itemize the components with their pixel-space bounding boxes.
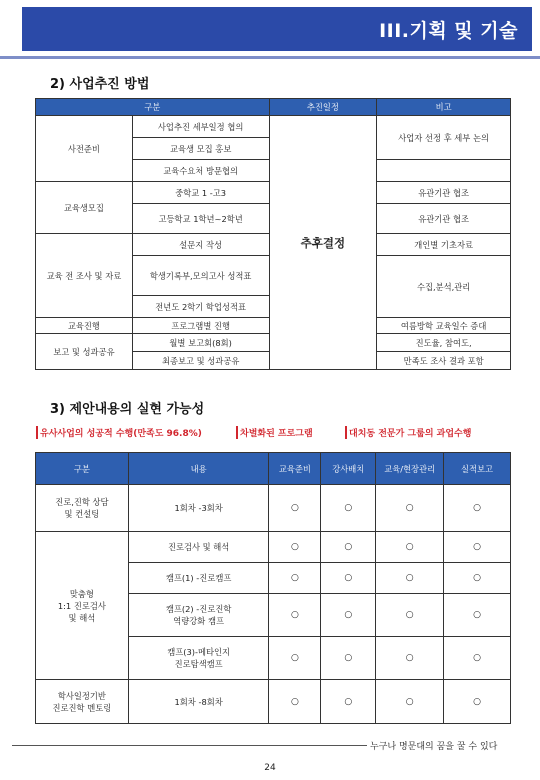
- table-row: [36, 532, 511, 563]
- check-mark: ○: [321, 485, 376, 532]
- item: 사업추진 세부일정 협의: [132, 116, 269, 138]
- check-mark: ○: [269, 594, 321, 637]
- row-content: 캠프(3)-메타인지 진로탐색캠프: [128, 637, 269, 680]
- note: 사업자 선정 후 세부 논의: [377, 116, 511, 160]
- header-category: 구분: [36, 99, 270, 116]
- table-header-row: [36, 99, 511, 116]
- check-mark: ○: [376, 485, 444, 532]
- header-content: 내용: [128, 453, 269, 485]
- note: 유관기관 협조: [377, 182, 511, 204]
- item: 교육수요처 방문협의: [132, 160, 269, 182]
- check-mark: ○: [376, 563, 444, 594]
- note: 진도율, 참여도,: [377, 334, 511, 352]
- check-mark: ○: [444, 485, 511, 532]
- group-name: 사전준비: [36, 116, 133, 182]
- check-mark: ○: [376, 637, 444, 680]
- check-mark: ○: [444, 532, 511, 563]
- note: 수집,분석,관리: [377, 256, 511, 318]
- header-prep: 교육준비: [269, 453, 321, 485]
- row-content: 1회차 -3회차: [128, 485, 269, 532]
- header-schedule: 추진일정: [269, 99, 377, 116]
- item: 학생기록부,모의고사 성적표: [132, 256, 269, 296]
- footer-slogan: 누구나 명문대의 꿈을 꿀 수 있다: [370, 742, 498, 752]
- item: 중학교 1 -고3: [132, 182, 269, 204]
- table-row: [36, 680, 511, 724]
- schedule-value: 추후결정: [269, 116, 377, 370]
- check-mark: ○: [444, 637, 511, 680]
- header-note: 비고: [377, 99, 511, 116]
- header-bar: [0, 0, 540, 62]
- page-number: 24: [264, 763, 276, 773]
- check-mark: ○: [321, 594, 376, 637]
- note: 개인별 기초자료: [377, 234, 511, 256]
- header-report: 실적보고: [444, 453, 511, 485]
- check-mark: ○: [269, 485, 321, 532]
- highlight-tag: 유사사업의 성공적 수행(만족도 96.8%): [36, 426, 202, 439]
- section1-title: 2) 사업추진 방법: [50, 77, 150, 92]
- check-mark: ○: [376, 680, 444, 724]
- check-mark: ○: [321, 532, 376, 563]
- item: 최종보고 및 성과공유: [132, 352, 269, 370]
- check-mark: ○: [269, 532, 321, 563]
- check-mark: ○: [321, 680, 376, 724]
- item: 프로그램별 진행: [132, 318, 269, 334]
- promotion-method-table: [35, 98, 511, 370]
- footer-divider: [12, 745, 367, 746]
- header-management: 교육/현장관리: [376, 453, 444, 485]
- check-mark: ○: [444, 680, 511, 724]
- highlight-tags: [36, 424, 516, 444]
- row-category: 학사일정기반 진로진학 멘토링: [36, 680, 129, 724]
- row-content: 캠프(2) -진로진학 역량강화 캠프: [128, 594, 269, 637]
- row-content: 1회차 -8회차: [128, 680, 269, 724]
- check-mark: ○: [321, 637, 376, 680]
- check-mark: ○: [376, 532, 444, 563]
- table-row: [36, 116, 511, 138]
- item: 전년도 2학기 학업성적표: [132, 296, 269, 318]
- header-underline: [0, 56, 540, 59]
- check-mark: ○: [376, 594, 444, 637]
- item: 월별 보고회(8회): [132, 334, 269, 352]
- check-mark: ○: [269, 680, 321, 724]
- note: 만족도 조사 결과 포함: [377, 352, 511, 370]
- item: 설문지 작성: [132, 234, 269, 256]
- table-header-row: [36, 453, 511, 485]
- group-name: 보고 및 성과공유: [36, 334, 133, 370]
- note: 여름방학 교육일수 증대: [377, 318, 511, 334]
- check-mark: ○: [321, 563, 376, 594]
- header-category: 구분: [36, 453, 129, 485]
- item: 교육생 모집 홍보: [132, 138, 269, 160]
- row-content: 진로검사 및 해석: [128, 532, 269, 563]
- table-row: [36, 485, 511, 532]
- row-category: 맞춤형 1:1 진로검사 및 해석: [36, 532, 129, 680]
- check-mark: ○: [269, 637, 321, 680]
- highlight-tag: 대치동 전문가 그룹의 과업수행: [345, 426, 471, 439]
- note: [377, 160, 511, 182]
- group-name: 교육생모집: [36, 182, 133, 234]
- note: 유관기관 협조: [377, 204, 511, 234]
- header-instructor: 강사배치: [321, 453, 376, 485]
- feasibility-table: [35, 452, 511, 724]
- section2-title: 3) 제안내용의 실현 가능성: [50, 402, 205, 417]
- check-mark: ○: [444, 563, 511, 594]
- group-name: 교육진행: [36, 318, 133, 334]
- row-category: 진로,진학 상담 및 컨설팅: [36, 485, 129, 532]
- check-mark: ○: [444, 594, 511, 637]
- check-mark: ○: [269, 563, 321, 594]
- highlight-tag: 차별화된 프로그램: [236, 426, 313, 439]
- item: 고등학교 1학년~2학년: [132, 204, 269, 234]
- row-content: 캠프(1) -진로캠프: [128, 563, 269, 594]
- group-name: 교육 전 조사 및 자료: [36, 234, 133, 318]
- page-chapter-title: III.기획 및 기술: [379, 20, 518, 42]
